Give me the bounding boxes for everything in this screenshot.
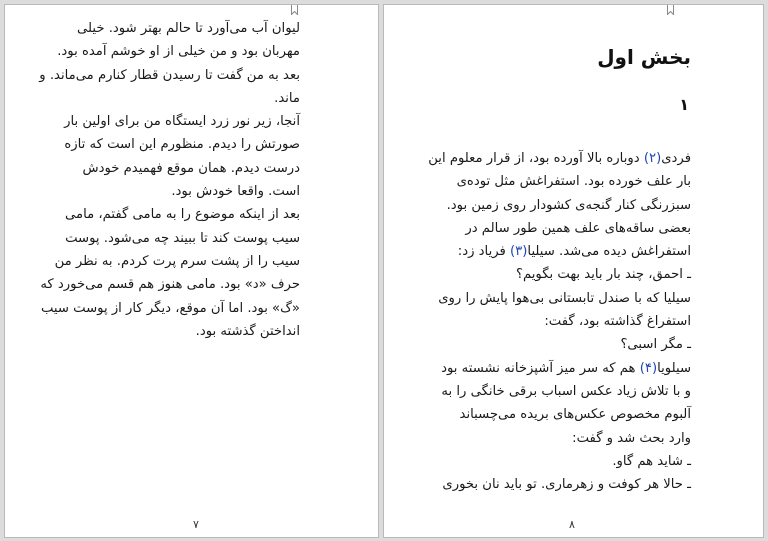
right-page-text	[406, 147, 691, 496]
text-line: صورتش را دیدم. منظورم این است که تازه	[64, 137, 300, 153]
text-line: سیب را از پشت سرم پرت کردم. به نظر من	[54, 253, 300, 269]
text-span: آلبوم مخصوص عکس‌های بریده می‌چسباند	[459, 407, 691, 423]
text-line	[406, 263, 691, 286]
text-line: انداختن گذشته بود.	[195, 323, 300, 339]
section-number: ۱	[679, 95, 689, 114]
text-line	[406, 450, 691, 473]
text-line: حرف «د» بود. مامی هنوز هم قسم می‌خورد که	[40, 277, 300, 293]
text-line	[406, 380, 691, 403]
bookmark-icon	[291, 5, 298, 15]
text-span: بار علف خورده بود. استفراغش مثل توده‌ی	[456, 174, 691, 190]
text-line	[406, 473, 691, 496]
bookmark-icon	[667, 5, 674, 15]
text-line: است. واقعا خودش بود.	[171, 184, 300, 200]
text-span: فریاد زد:	[457, 244, 511, 260]
text-line: ماند.	[274, 90, 300, 106]
text-line	[406, 310, 691, 333]
text-line	[406, 217, 691, 240]
page-number-left: ۷	[193, 518, 199, 531]
text-line: مهربان بود و من خیلی از او خوشم آمده بود.	[57, 44, 300, 60]
text-line	[406, 240, 691, 263]
text-span: بعضی ساقه‌های علف همین طور سالم در	[465, 220, 691, 236]
text-line: بعد به من گفت تا رسیدن قطار کنارم می‌ماند. و	[39, 67, 300, 83]
text-span: ـ شاید هم گاو.	[612, 453, 691, 469]
text-span: استفراغ گذاشته بود، گفت:	[544, 314, 691, 330]
text-line	[406, 287, 691, 310]
text-span: وارد بحث شد و گفت:	[572, 430, 691, 446]
text-span: سیلویا	[657, 360, 691, 376]
page-number-right: ۸	[569, 518, 575, 531]
text-span: ـ حالا هر کوفت و زهرماری. تو باید نان بخوری	[442, 477, 691, 493]
text-line	[406, 147, 691, 170]
text-line: «گ» بود. اما آن موقع، دیگر کار از پوست سیب	[40, 300, 300, 316]
text-line	[406, 357, 691, 380]
chapter-title: بخش اول	[597, 45, 691, 69]
text-span: سیلیا که با صندل تابستانی بی‌هوا پایش را روی	[438, 290, 691, 306]
text-line: بعد از اینکه موضوع را به مامی گفتم، مامی	[65, 207, 300, 223]
text-span: استفراغش دیده می‌شد. سیلیا	[527, 244, 691, 260]
left-page-text	[28, 17, 300, 343]
text-span: فردی	[661, 151, 691, 166]
text-line: درست دیدم. همان موقع فهمیدم خودش	[82, 160, 300, 176]
text-span: دوباره بالا آورده بود، از قرار معلوم این	[428, 151, 644, 166]
text-line	[406, 403, 691, 426]
text-line: لیوان آب می‌آورد تا حالم بهتر شود. خیلی	[77, 21, 300, 36]
footnote-ref[interactable]: (۳)	[510, 244, 528, 260]
text-span: هم که سر میز آشپزخانه نشسته بود	[441, 360, 640, 376]
text-line	[406, 170, 691, 193]
text-line	[406, 427, 691, 450]
left-page	[4, 4, 379, 538]
text-line	[406, 194, 691, 217]
footnote-ref[interactable]: (۲)	[643, 151, 662, 166]
text-line	[406, 333, 691, 356]
text-line: آنجا، زیر نور زرد ایستگاه من برای اولین بار	[64, 114, 300, 130]
text-line: سیب پوست کند تا ببیند چه می‌شود. پوست	[65, 230, 300, 246]
right-page	[383, 4, 764, 538]
text-span: و با تلاش زیاد عکس اسباب برقی خانگی را به	[441, 383, 691, 399]
footnote-ref[interactable]: (۴)	[639, 360, 658, 376]
text-span: سبزرنگی کنار گنجه‌ی کشودار روی زمین بود.	[446, 197, 691, 213]
text-span: ـ احمق، چند بار باید بهت بگویم؟	[515, 267, 691, 283]
text-span: ـ مگر اسبی؟	[620, 337, 691, 353]
